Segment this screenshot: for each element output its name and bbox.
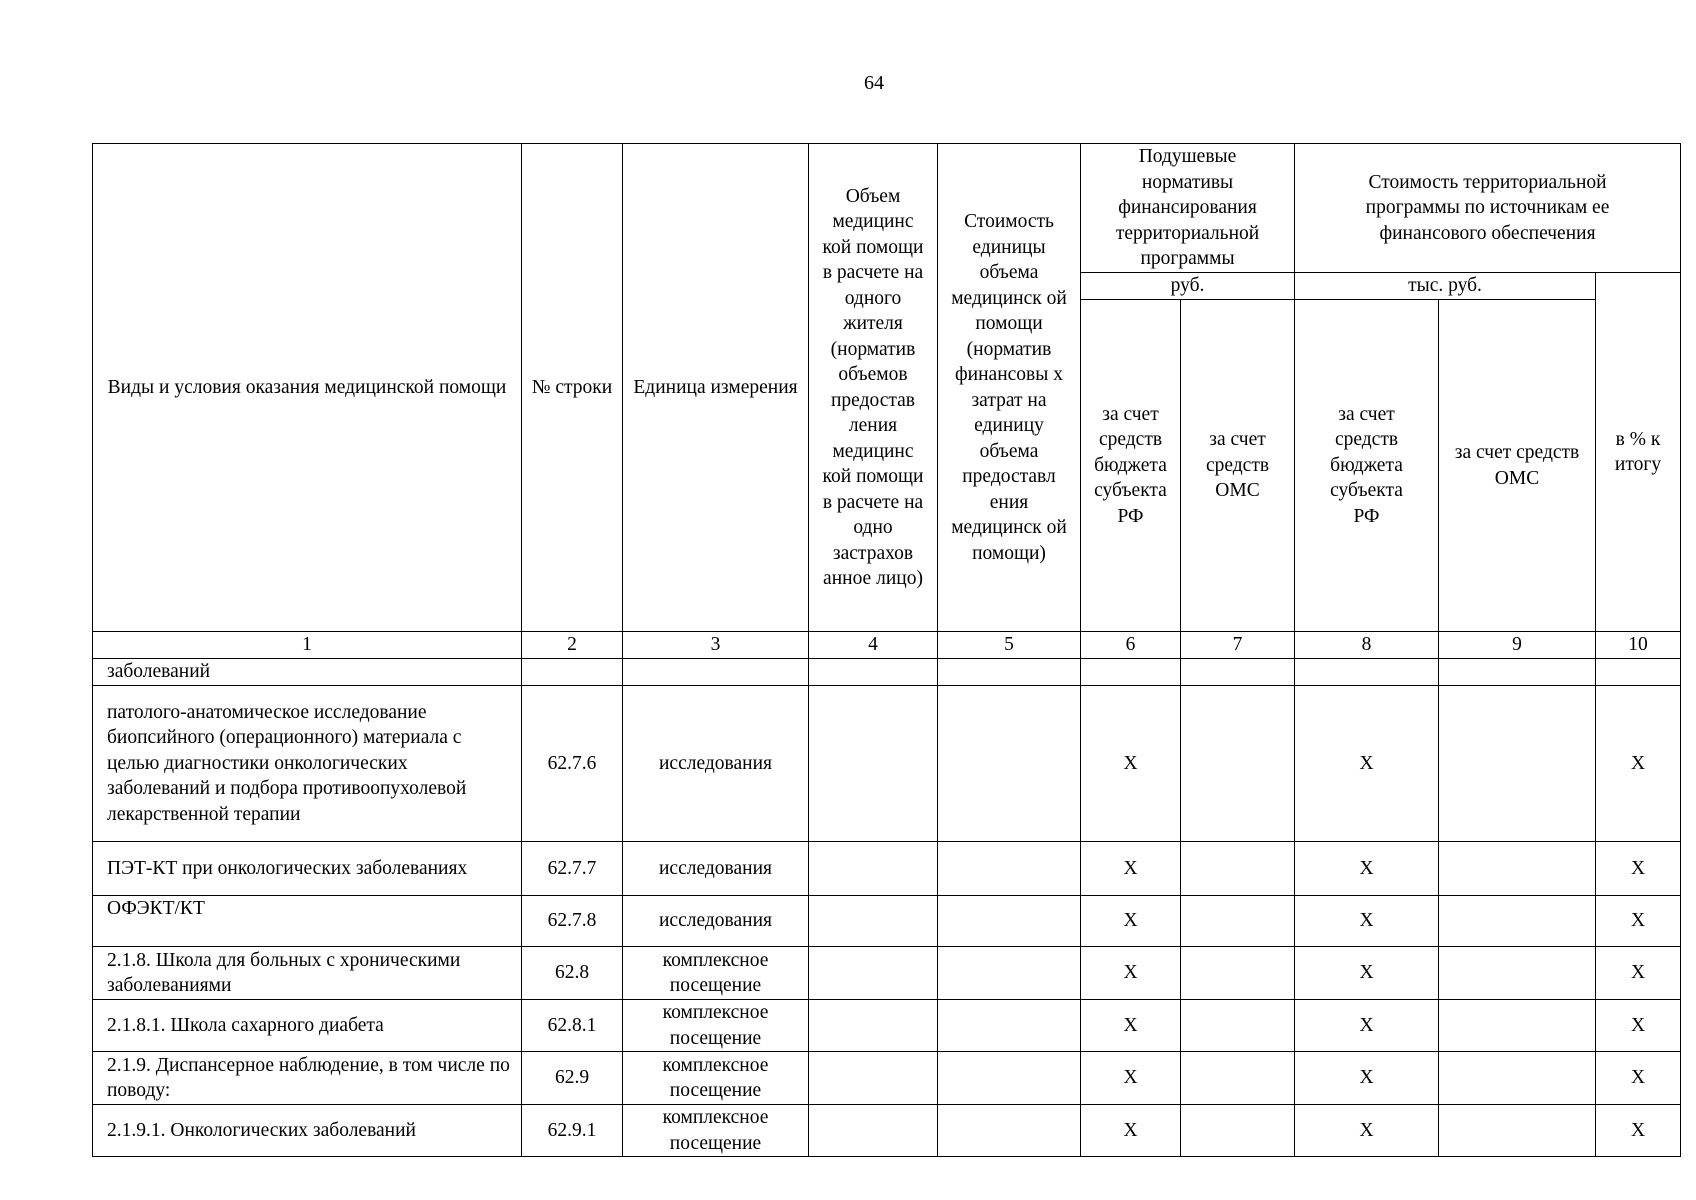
row-unit bbox=[623, 659, 809, 686]
column-number: 1 bbox=[93, 632, 522, 659]
column-number: 10 bbox=[1596, 632, 1681, 659]
column-number: 2 bbox=[522, 632, 623, 659]
row-c6: Х bbox=[1081, 1052, 1181, 1105]
row-name: ПЭТ-КТ при онкологических заболеваниях bbox=[93, 842, 522, 896]
row-code: 62.7.6 bbox=[522, 686, 623, 842]
row-c10: Х bbox=[1596, 842, 1681, 896]
financing-table bbox=[92, 143, 1681, 1157]
row-unit: комплексное посещение bbox=[623, 1000, 809, 1052]
table-row bbox=[93, 947, 1681, 1000]
column-number-row bbox=[93, 632, 1681, 659]
row-name: 2.1.8.1. Школа сахарного диабета bbox=[93, 1000, 522, 1052]
table-row bbox=[93, 1052, 1681, 1105]
header-unit: Единица измерения bbox=[623, 144, 809, 632]
row-c10: Х bbox=[1596, 686, 1681, 842]
row-c6: Х bbox=[1081, 947, 1181, 1000]
row-c9 bbox=[1439, 896, 1596, 947]
row-volume bbox=[809, 896, 938, 947]
header-row-number: № строки bbox=[522, 144, 623, 632]
header-volume: Объем медицинс кой помощи в расчете на одного жителя (норматив объемов предостав ления медицинс кой помощи в расчете на одно застрахов анное лицо) bbox=[809, 144, 938, 632]
row-c8: Х bbox=[1295, 1000, 1439, 1052]
table-row bbox=[93, 659, 1681, 686]
row-c7 bbox=[1181, 1000, 1295, 1052]
row-c8: Х bbox=[1295, 1105, 1439, 1157]
row-unit-cost bbox=[938, 1000, 1081, 1052]
row-unit-cost bbox=[938, 686, 1081, 842]
table-row bbox=[93, 1105, 1681, 1157]
row-name: патолого-анатомическое исследование биопсийного (операционного) материала с целью диагностики онкологических заболеваний и подбора противоопухолевой лекарственной терапии bbox=[93, 686, 522, 842]
row-unit: исследования bbox=[623, 842, 809, 896]
row-c10: Х bbox=[1596, 1000, 1681, 1052]
row-c9 bbox=[1439, 842, 1596, 896]
row-c9 bbox=[1439, 686, 1596, 842]
header-percent: в % к итогу bbox=[1596, 273, 1681, 632]
column-number: 3 bbox=[623, 632, 809, 659]
column-number: 8 bbox=[1295, 632, 1439, 659]
row-c9 bbox=[1439, 947, 1596, 1000]
row-unit-cost bbox=[938, 947, 1081, 1000]
header-program-cost-group: Стоимость территориальной программы по источникам ее финансового обеспечения bbox=[1295, 144, 1681, 273]
header-unit-cost: Стоимость единицы объема медицинск ой помощи (норматив финансовы х затрат на единицу объема предоставл ения медицинск ой помощи) bbox=[938, 144, 1081, 632]
row-name: заболеваний bbox=[93, 659, 522, 686]
table-row bbox=[93, 896, 1681, 947]
row-c6: Х bbox=[1081, 1000, 1181, 1052]
header-kind-of-care: Виды и условия оказания медицинской помощи bbox=[93, 144, 522, 632]
row-c8: Х bbox=[1295, 896, 1439, 947]
row-volume bbox=[809, 1000, 938, 1052]
row-c6: Х bbox=[1081, 896, 1181, 947]
row-unit-cost bbox=[938, 842, 1081, 896]
row-code: 62.9 bbox=[522, 1052, 623, 1105]
column-number: 5 bbox=[938, 632, 1081, 659]
row-c6: Х bbox=[1081, 842, 1181, 896]
row-c7 bbox=[1181, 842, 1295, 896]
row-c8: Х bbox=[1295, 686, 1439, 842]
row-c7 bbox=[1181, 947, 1295, 1000]
row-c6 bbox=[1081, 659, 1181, 686]
row-name: 2.1.8. Школа для больных с хроническими заболеваниями bbox=[93, 947, 522, 1000]
row-c7 bbox=[1181, 686, 1295, 842]
row-volume bbox=[809, 686, 938, 842]
row-c9 bbox=[1439, 1000, 1596, 1052]
column-number: 6 bbox=[1081, 632, 1181, 659]
row-c9 bbox=[1439, 1052, 1596, 1105]
table-row bbox=[93, 1000, 1681, 1052]
column-number: 7 bbox=[1181, 632, 1295, 659]
header-unit-thousand-rub: тыс. руб. bbox=[1295, 273, 1596, 300]
header-unit-rub: руб. bbox=[1081, 273, 1295, 300]
row-c10 bbox=[1596, 659, 1681, 686]
row-c9 bbox=[1439, 1105, 1596, 1157]
row-code: 62.8.1 bbox=[522, 1000, 623, 1052]
column-number: 9 bbox=[1439, 632, 1596, 659]
row-unit: комплексное посещение bbox=[623, 947, 809, 1000]
row-c8: Х bbox=[1295, 1052, 1439, 1105]
header-cost-budget: за счет средств бюджета субъекта РФ bbox=[1295, 300, 1439, 632]
row-name: ОФЭКТ/КТ bbox=[93, 896, 522, 947]
header-per-capita-group: Подушевые нормативы финансирования территориальной программы bbox=[1081, 144, 1295, 273]
row-unit-cost bbox=[938, 1105, 1081, 1157]
row-unit: исследования bbox=[623, 686, 809, 842]
row-volume bbox=[809, 659, 938, 686]
row-unit: комплексное посещение bbox=[623, 1105, 809, 1157]
row-c9 bbox=[1439, 659, 1596, 686]
row-code: 62.7.7 bbox=[522, 842, 623, 896]
row-code: 62.9.1 bbox=[522, 1105, 623, 1157]
row-c7 bbox=[1181, 1105, 1295, 1157]
row-c8: Х bbox=[1295, 842, 1439, 896]
row-c8 bbox=[1295, 659, 1439, 686]
table-row bbox=[93, 842, 1681, 896]
row-volume bbox=[809, 842, 938, 896]
row-c7 bbox=[1181, 659, 1295, 686]
row-code: 62.7.8 bbox=[522, 896, 623, 947]
page-number: 64 bbox=[864, 72, 884, 94]
row-c10: Х bbox=[1596, 896, 1681, 947]
row-volume bbox=[809, 947, 938, 1000]
row-name: 2.1.9.1. Онкологических заболеваний bbox=[93, 1105, 522, 1157]
row-name: 2.1.9. Диспансерное наблюдение, в том числе по поводу: bbox=[93, 1052, 522, 1105]
row-unit-cost bbox=[938, 1052, 1081, 1105]
column-number: 4 bbox=[809, 632, 938, 659]
row-unit: комплексное посещение bbox=[623, 1052, 809, 1105]
row-c7 bbox=[1181, 1052, 1295, 1105]
row-c10: Х bbox=[1596, 947, 1681, 1000]
header-per-capita-oms: за счет средств ОМС bbox=[1181, 300, 1295, 632]
row-code bbox=[522, 659, 623, 686]
row-volume bbox=[809, 1052, 938, 1105]
table-row bbox=[93, 686, 1681, 842]
row-c8: Х bbox=[1295, 947, 1439, 1000]
row-unit-cost bbox=[938, 659, 1081, 686]
row-volume bbox=[809, 1105, 938, 1157]
row-code: 62.8 bbox=[522, 947, 623, 1000]
row-c6: Х bbox=[1081, 686, 1181, 842]
header-cost-oms: за счет средств ОМС bbox=[1439, 300, 1596, 632]
row-c6: Х bbox=[1081, 1105, 1181, 1157]
row-c7 bbox=[1181, 896, 1295, 947]
row-unit-cost bbox=[938, 896, 1081, 947]
row-unit: исследования bbox=[623, 896, 809, 947]
row-c10: Х bbox=[1596, 1105, 1681, 1157]
row-c10: Х bbox=[1596, 1052, 1681, 1105]
header-per-capita-budget: за счет средств бюджета субъекта РФ bbox=[1081, 300, 1181, 632]
